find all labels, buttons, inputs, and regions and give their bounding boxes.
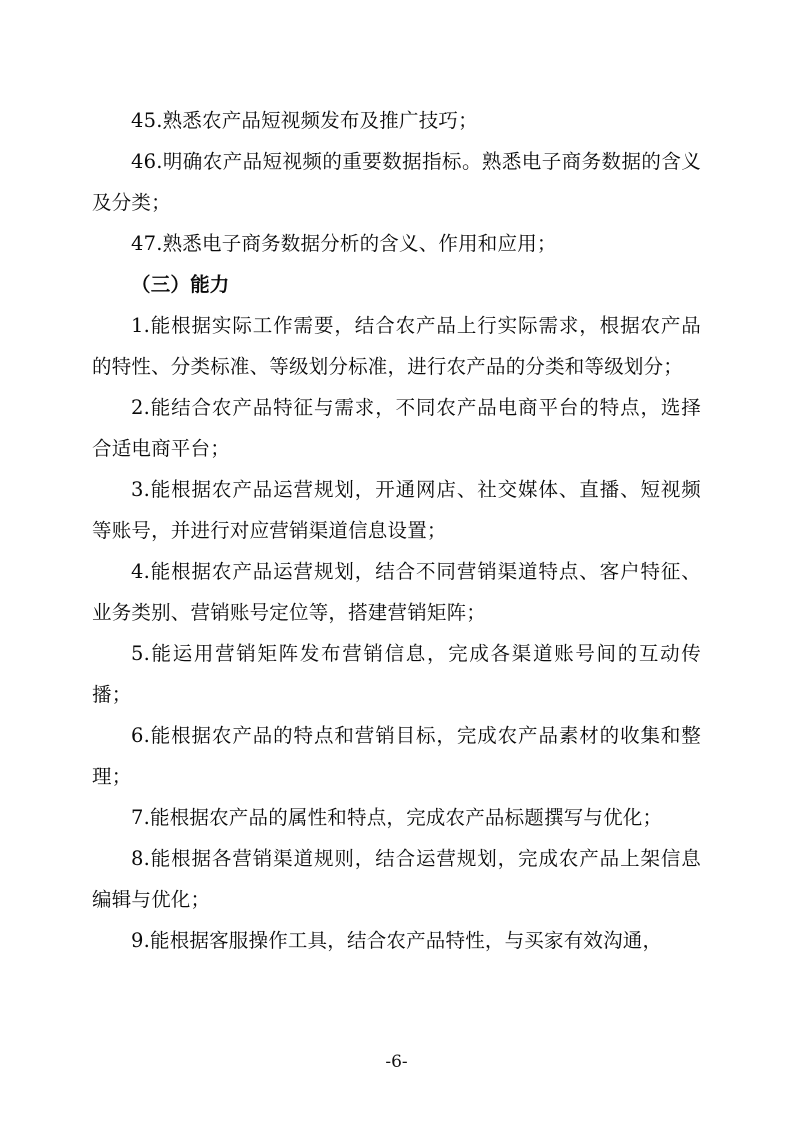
- paragraph-47: 47.熟悉电子商务数据分析的含义、作用和应用；: [131, 232, 557, 255]
- page-body: [92, 100, 701, 961]
- ability-item-4: 4.能根据农产品运营规划，结合不同营销渠道特点、客户特征、业务类别、营销账号定位等，搭建营销矩阵；: [92, 560, 701, 624]
- paragraph-46: 46.明确农产品短视频的重要数据指标。熟悉电子商务数据的含义及分类；: [92, 150, 701, 214]
- paragraph-45: 45.熟悉农产品短视频发布及推广技巧；: [131, 109, 478, 132]
- ability-item-7: 7.能根据农产品的属性和特点，完成农产品标题撰写与优化；: [131, 806, 663, 829]
- ability-item-5: 5.能运用营销矩阵发布营销信息，完成各渠道账号间的互动传播；: [92, 642, 701, 706]
- ability-item-1: 1.能根据实际工作需要，结合农产品上行实际需求，根据农产品的特性、分类标准、等级划分标准，进行农产品的分类和等级划分；: [92, 314, 701, 378]
- section-heading-ability: （三）能力: [131, 273, 230, 296]
- ability-item-9: 9.能根据客服操作工具，结合农产品特性，与买家有效沟通，: [131, 929, 663, 952]
- ability-item-6: 6.能根据农产品的特点和营销目标，完成农产品素材的收集和整理；: [92, 724, 701, 788]
- ability-item-3: 3.能根据农产品运营规划，开通网店、社交媒体、直播、短视频等账号，并进行对应营销渠道信息设置；: [92, 478, 701, 542]
- ability-item-2: 2.能结合农产品特征与需求，不同农产品电商平台的特点，选择合适电商平台；: [92, 396, 701, 460]
- page-number: -6-: [385, 1052, 408, 1072]
- ability-item-8: 8.能根据各营销渠道规则，结合运营规划，完成农产品上架信息编辑与优化；: [92, 847, 701, 911]
